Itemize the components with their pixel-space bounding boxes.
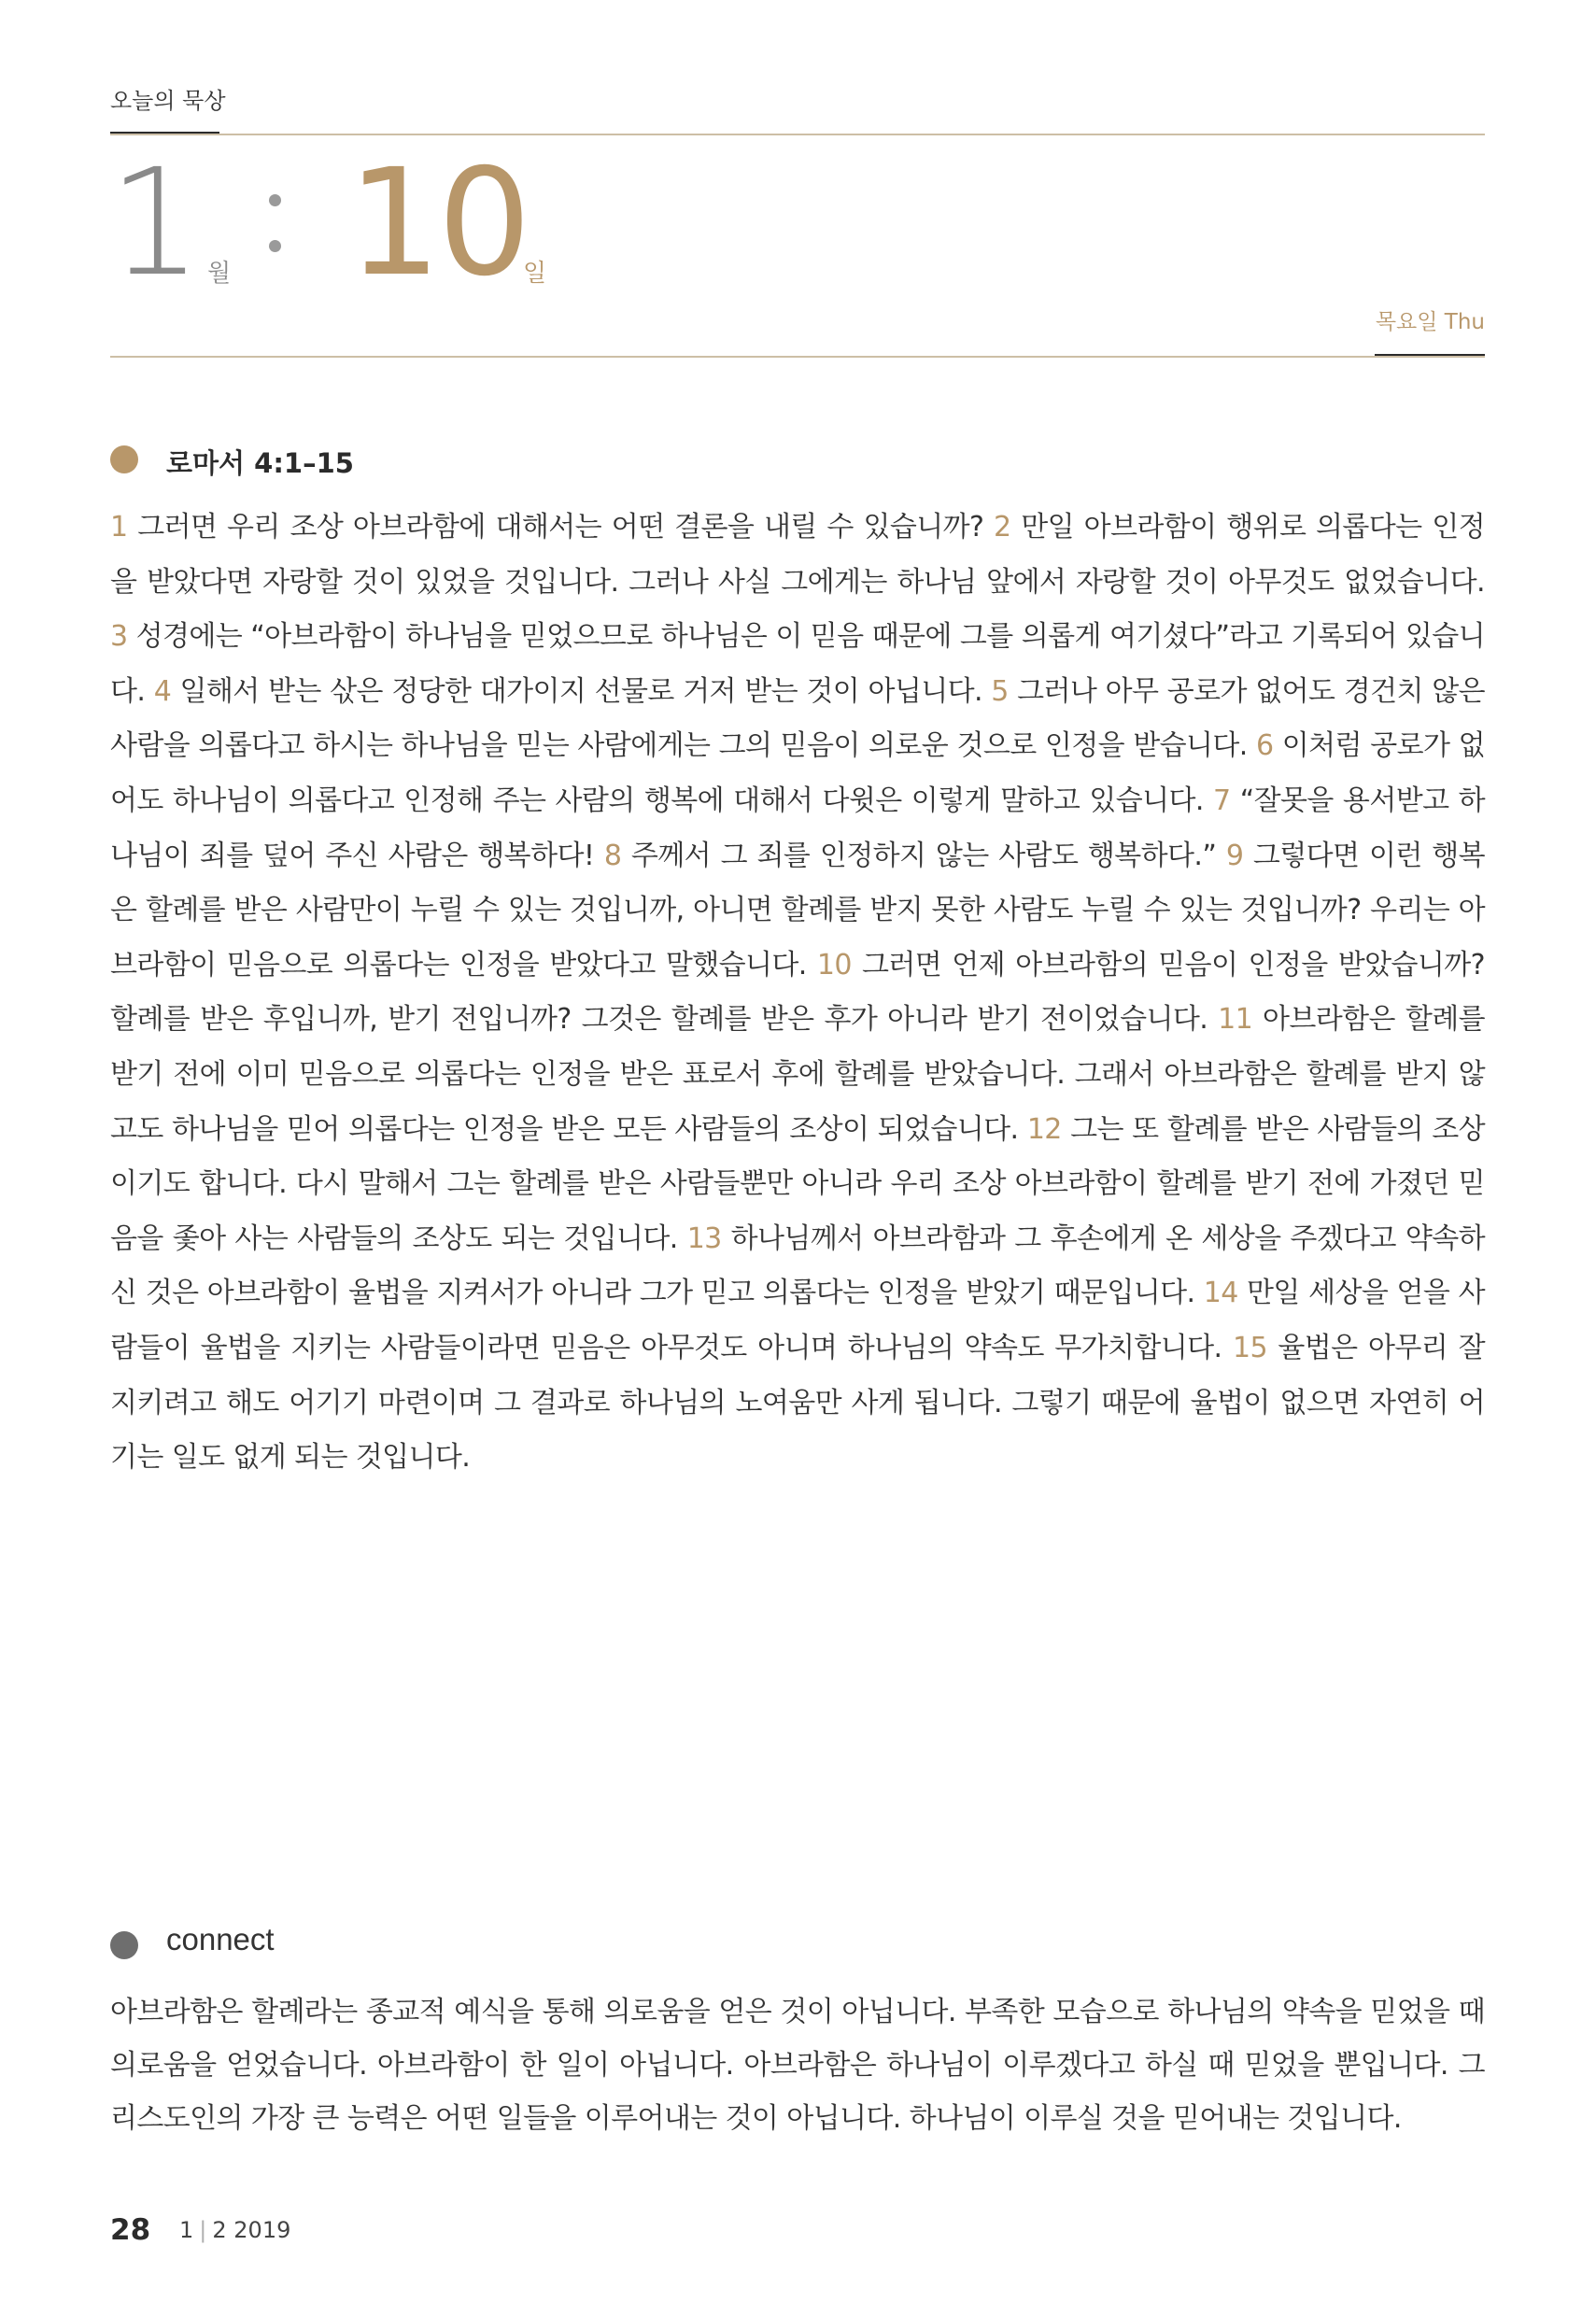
verse-text: 성경에는 “아브라함이 하나님을 믿었으므로 하나님은 이 믿음 때문에 그를 의롭게 여기셨다”라고 기록되어 있습니다. [110, 620, 1485, 708]
verse-number: 3 [110, 620, 128, 654]
scripture-text [110, 501, 1485, 1486]
verse-text: 일해서 받는 삯은 정당한 대가이지 선물로 거저 받는 것이 아닙니다. [179, 674, 982, 708]
passage-reference: 로마서 4:1–15 [166, 447, 354, 479]
verse-number: 15 [1232, 1331, 1267, 1364]
issue-separator: | [199, 2217, 207, 2243]
issue-month: 1 [179, 2217, 194, 2243]
verse-text: 그러면 언제 아브라함의 믿음이 인정을 받았습니까? 할례를 받은 후입니까, 받기 전입니까? 그것은 할례를 받은 후가 아니라 받기 전이었습니다. [110, 948, 1486, 1037]
verse-text: 하나님께서 아브라함과 그 후손에게 온 세상을 주겠다고 약속하신 것은 아브라함이 율법을 지켜서가 아니라 그가 믿고 의롭다는 인정을 받았기 때문입니다. [110, 1222, 1486, 1310]
top-divider [110, 134, 1485, 135]
date-colon-separator [269, 194, 282, 286]
header-divider [110, 356, 1485, 358]
verse-text: 만일 세상을 얻을 사람들이 율법을 지키는 사람들이라면 믿음은 아무것도 아니며 하나님의 약속도 무가치합니다. [110, 1277, 1486, 1364]
verse-number: 6 [1256, 729, 1274, 763]
verse-number: 10 [816, 948, 852, 981]
issue-rest: 2 2019 [212, 2217, 291, 2243]
verse-number: 12 [1026, 1112, 1062, 1146]
page-number: 28 [110, 2213, 151, 2247]
connect-bullet-icon [110, 1931, 138, 1959]
verse-text: 율법은 아무리 잘 지키려고 해도 어기기 마련이며 그 결과로 하나님의 노여움만 사게 됩니다. 그렇기 때문에 율법이 없으면 자연히 어기는 일도 없게 되는 것입니다. [110, 1331, 1485, 1475]
verse-text: 아브라함은 할례를 받기 전에 이미 믿음으로 의롭다는 인정을 받은 표로서 후에 할례를 받았습니다. 그래서 아브라함은 할례를 받지 않고도 하나님을 믿어 의롭다는 인정을 받은 모든 사람들의 조상이 되었습니다. [110, 1003, 1486, 1146]
connect-body: 아브라함은 할례라는 종교적 예식을 통해 의로움을 얻은 것이 아닙니다. 부족한 모습으로 하나님의 약속을 믿었을 때 의로움을 얻었습니다. 아브라함이 한 일이 아닙니다. 아브라함은 하나님이 이루겠다고 하실 때 믿었을 뿐입니다. 그리스도인의 가장 큰 능력은 어떤 일들을 이루어내는 것이 아닙니다. 하나님이 이루실 것을 믿어내는 것입니다. [110, 1996, 1485, 2135]
date-day-unit: 일 [523, 260, 547, 288]
verse-number: 2 [994, 511, 1011, 544]
issue-info [179, 2217, 290, 2243]
verse-number: 4 [153, 674, 172, 708]
connect-title: connect [166, 1922, 275, 1956]
verse-text: 주께서 그 죄를 인정하지 않는 사람도 행복하다.” [630, 839, 1217, 872]
verse-number: 5 [991, 674, 1009, 708]
verse-number: 11 [1218, 1003, 1253, 1037]
date-day-numeral: 10 [347, 137, 529, 309]
verse-number: 9 [1225, 839, 1244, 872]
verse-text: 그는 또 할례를 받은 사람들의 조상이기도 합니다. 다시 말해서 그는 할례를 받은 사람들뿐만 아니라 우리 조상 아브라함이 할례를 받기 전에 가졌던 믿음을 좇아 사는 사람들의 조상도 되는 것입니다. [110, 1112, 1485, 1255]
verse-number: 14 [1203, 1277, 1238, 1310]
passage-bullet-icon [110, 445, 138, 473]
verse-text: “잘못을 용서받고 하나님이 죄를 덮어 주신 사람은 행복하다! [110, 784, 1486, 872]
verse-number: 1 [110, 511, 128, 544]
verse-number: 7 [1213, 784, 1231, 817]
verse-text: 만일 아브라함이 행위로 의롭다는 인정을 받았다면 자랑할 것이 있었을 것입니다. 그러나 사실 그에게는 하나님 앞에서 자랑할 것이 아무것도 없었습니다. [110, 511, 1486, 599]
verse-number: 13 [686, 1222, 722, 1255]
section-label: 오늘의 묵상 [110, 88, 226, 114]
verse-text: 그렇다면 이런 행복은 할례를 받은 사람만이 누릴 수 있는 것입니까, 아니면 할례를 받지 못한 사람도 누릴 수 있는 것입니까? 우리는 아브라함이 믿음으로 의롭다는 인정을 받았다고 말했습니다. [110, 839, 1486, 981]
verse-text: 그러나 아무 공로가 없어도 경건치 않은 사람을 의롭다고 하시는 하나님을 믿는 사람에게는 그의 믿음이 의로운 것으로 인정을 받습니다. [110, 674, 1486, 763]
verse-number: 8 [603, 839, 622, 872]
verse-text: 이처럼 공로가 없어도 하나님이 의롭다고 인정해 주는 사람의 행복에 대해서 다윗은 이렇게 말하고 있습니다. [110, 729, 1485, 817]
date-month-numeral: 1 [108, 137, 199, 309]
weekday-label: 목요일 Thu [1375, 310, 1485, 334]
date-month-unit: 월 [207, 260, 232, 288]
verse-text: 그러면 우리 조상 아브라함에 대해서는 어떤 결론을 내릴 수 있습니까? [137, 511, 984, 544]
